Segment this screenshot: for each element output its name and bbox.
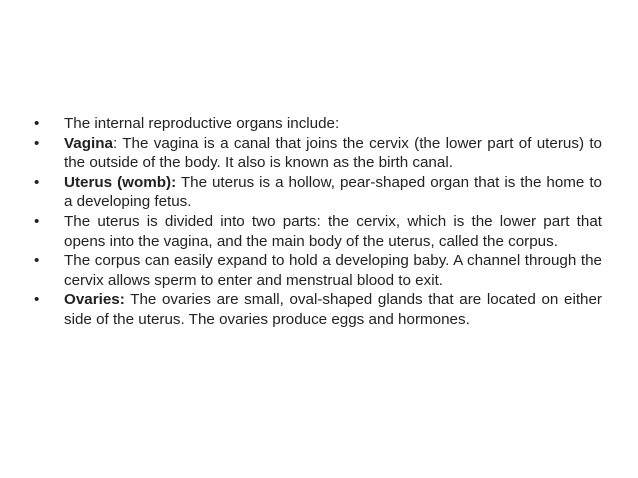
bullet-marker: • [34,212,40,230]
bullet-text: The corpus can easily expand to hold a developing baby. A channel through the cervix allows sperm to enter and menstrual blood to exit. [64,252,602,289]
bullet-text: The ovaries are small, oval-shaped glands that are located on either side of the uterus. The ovaries produce eggs and hormones. [64,291,602,328]
bullet-text: The uterus is divided into two parts: the cervix, which is the lower part that opens into the vagina, and the main body of the uterus, called the corpus. [64,212,602,250]
bullet-marker: • [34,115,40,132]
bullet-item-ovaries [34,290,602,329]
bullet-marker: • [34,291,40,309]
bullet-item-uterus-parts [34,212,602,251]
bullet-text: The uterus is a hollow, pear-shaped organ that is the home to a developing fetus. [64,173,603,211]
bullet-item-intro [34,114,602,134]
bullet-item-corpus [34,251,602,290]
bullet-list [34,114,602,330]
bullet-text: : The vagina is a canal that joins the cervix (the lower part of uterus) to the outside of the body. It also is known as the birth canal. [64,134,602,172]
bullet-marker: • [34,134,40,152]
bullet-term: Vagina [64,134,113,152]
bullet-item-vagina [34,134,602,173]
bullet-item-uterus [34,173,602,212]
bullet-term: Ovaries: [64,291,125,309]
bullet-text: The internal reproductive organs include: [64,115,340,132]
bullet-marker: • [34,252,40,270]
bullet-marker: • [34,173,40,191]
bullet-term: Uterus (womb): [64,173,177,191]
